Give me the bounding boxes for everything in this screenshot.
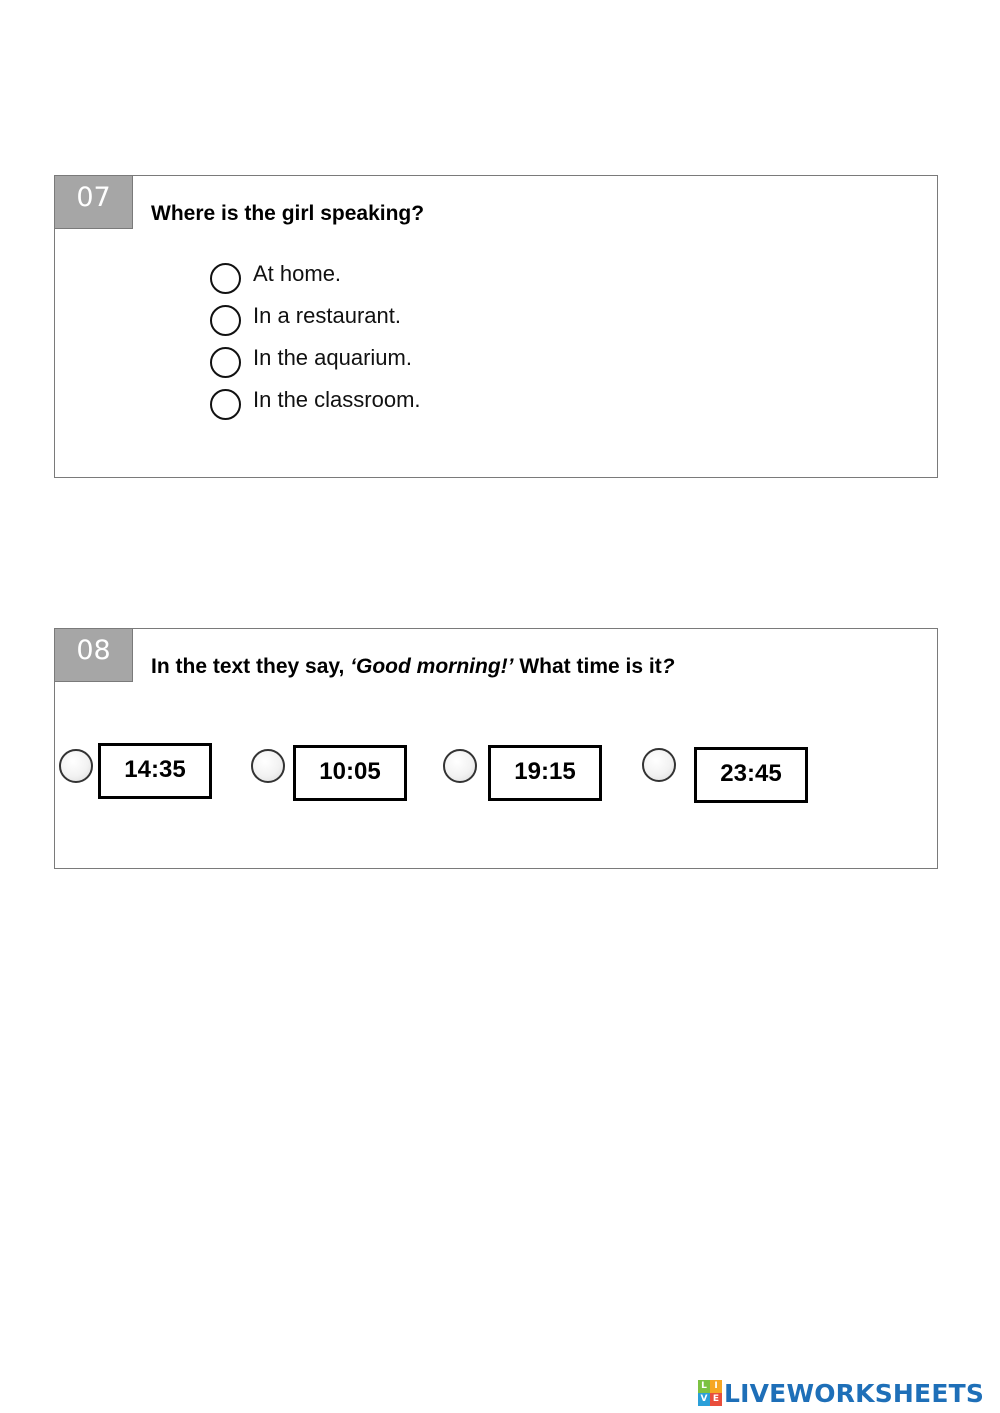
question-08-card bbox=[54, 628, 938, 869]
radio-button[interactable] bbox=[210, 305, 241, 336]
question-text bbox=[151, 655, 675, 679]
answer-option-at-home[interactable] bbox=[210, 260, 341, 296]
time-label: 10:05 bbox=[293, 745, 407, 801]
answer-option-label: At home. bbox=[253, 261, 342, 286]
time-label: 14:35 bbox=[98, 743, 212, 799]
time-label: 23:45 bbox=[694, 747, 808, 803]
radio-button[interactable] bbox=[210, 347, 241, 378]
question-07-card bbox=[54, 175, 938, 478]
radio-button[interactable] bbox=[210, 263, 241, 294]
question-quote: ‘Good morning!’ bbox=[350, 655, 514, 678]
logo-mark-letter: E bbox=[710, 1393, 722, 1406]
question-text: Where is the girl speaking? bbox=[151, 202, 425, 225]
radio-button[interactable] bbox=[443, 749, 477, 783]
answer-option-label: In the aquarium. bbox=[253, 345, 412, 370]
question-text-start: In the text they say, bbox=[151, 655, 345, 678]
radio-button[interactable] bbox=[59, 749, 93, 783]
logo-mark-letter: V bbox=[698, 1393, 710, 1406]
question-mark: ? bbox=[661, 655, 675, 678]
question-number-badge: 08 bbox=[54, 628, 133, 682]
liveworksheets-logo bbox=[698, 1376, 984, 1410]
radio-button[interactable] bbox=[210, 389, 241, 420]
logo-mark-icon bbox=[698, 1380, 722, 1406]
answer-option-aquarium[interactable] bbox=[210, 344, 412, 380]
answer-option-classroom[interactable] bbox=[210, 386, 421, 422]
time-label: 19:15 bbox=[488, 745, 602, 801]
radio-button[interactable] bbox=[642, 748, 676, 782]
logo-mark-letter: I bbox=[710, 1380, 722, 1393]
question-text-end: What time is it bbox=[519, 655, 662, 678]
radio-button[interactable] bbox=[251, 749, 285, 783]
logo-text: LIVEWORKSHEETS bbox=[724, 1378, 985, 1408]
logo-mark-letter: L bbox=[698, 1380, 710, 1393]
answer-option-label: In a restaurant. bbox=[253, 303, 401, 328]
answer-option-label: In the classroom. bbox=[253, 387, 421, 412]
question-number-badge: 07 bbox=[54, 175, 133, 229]
answer-option-restaurant[interactable] bbox=[210, 302, 401, 338]
